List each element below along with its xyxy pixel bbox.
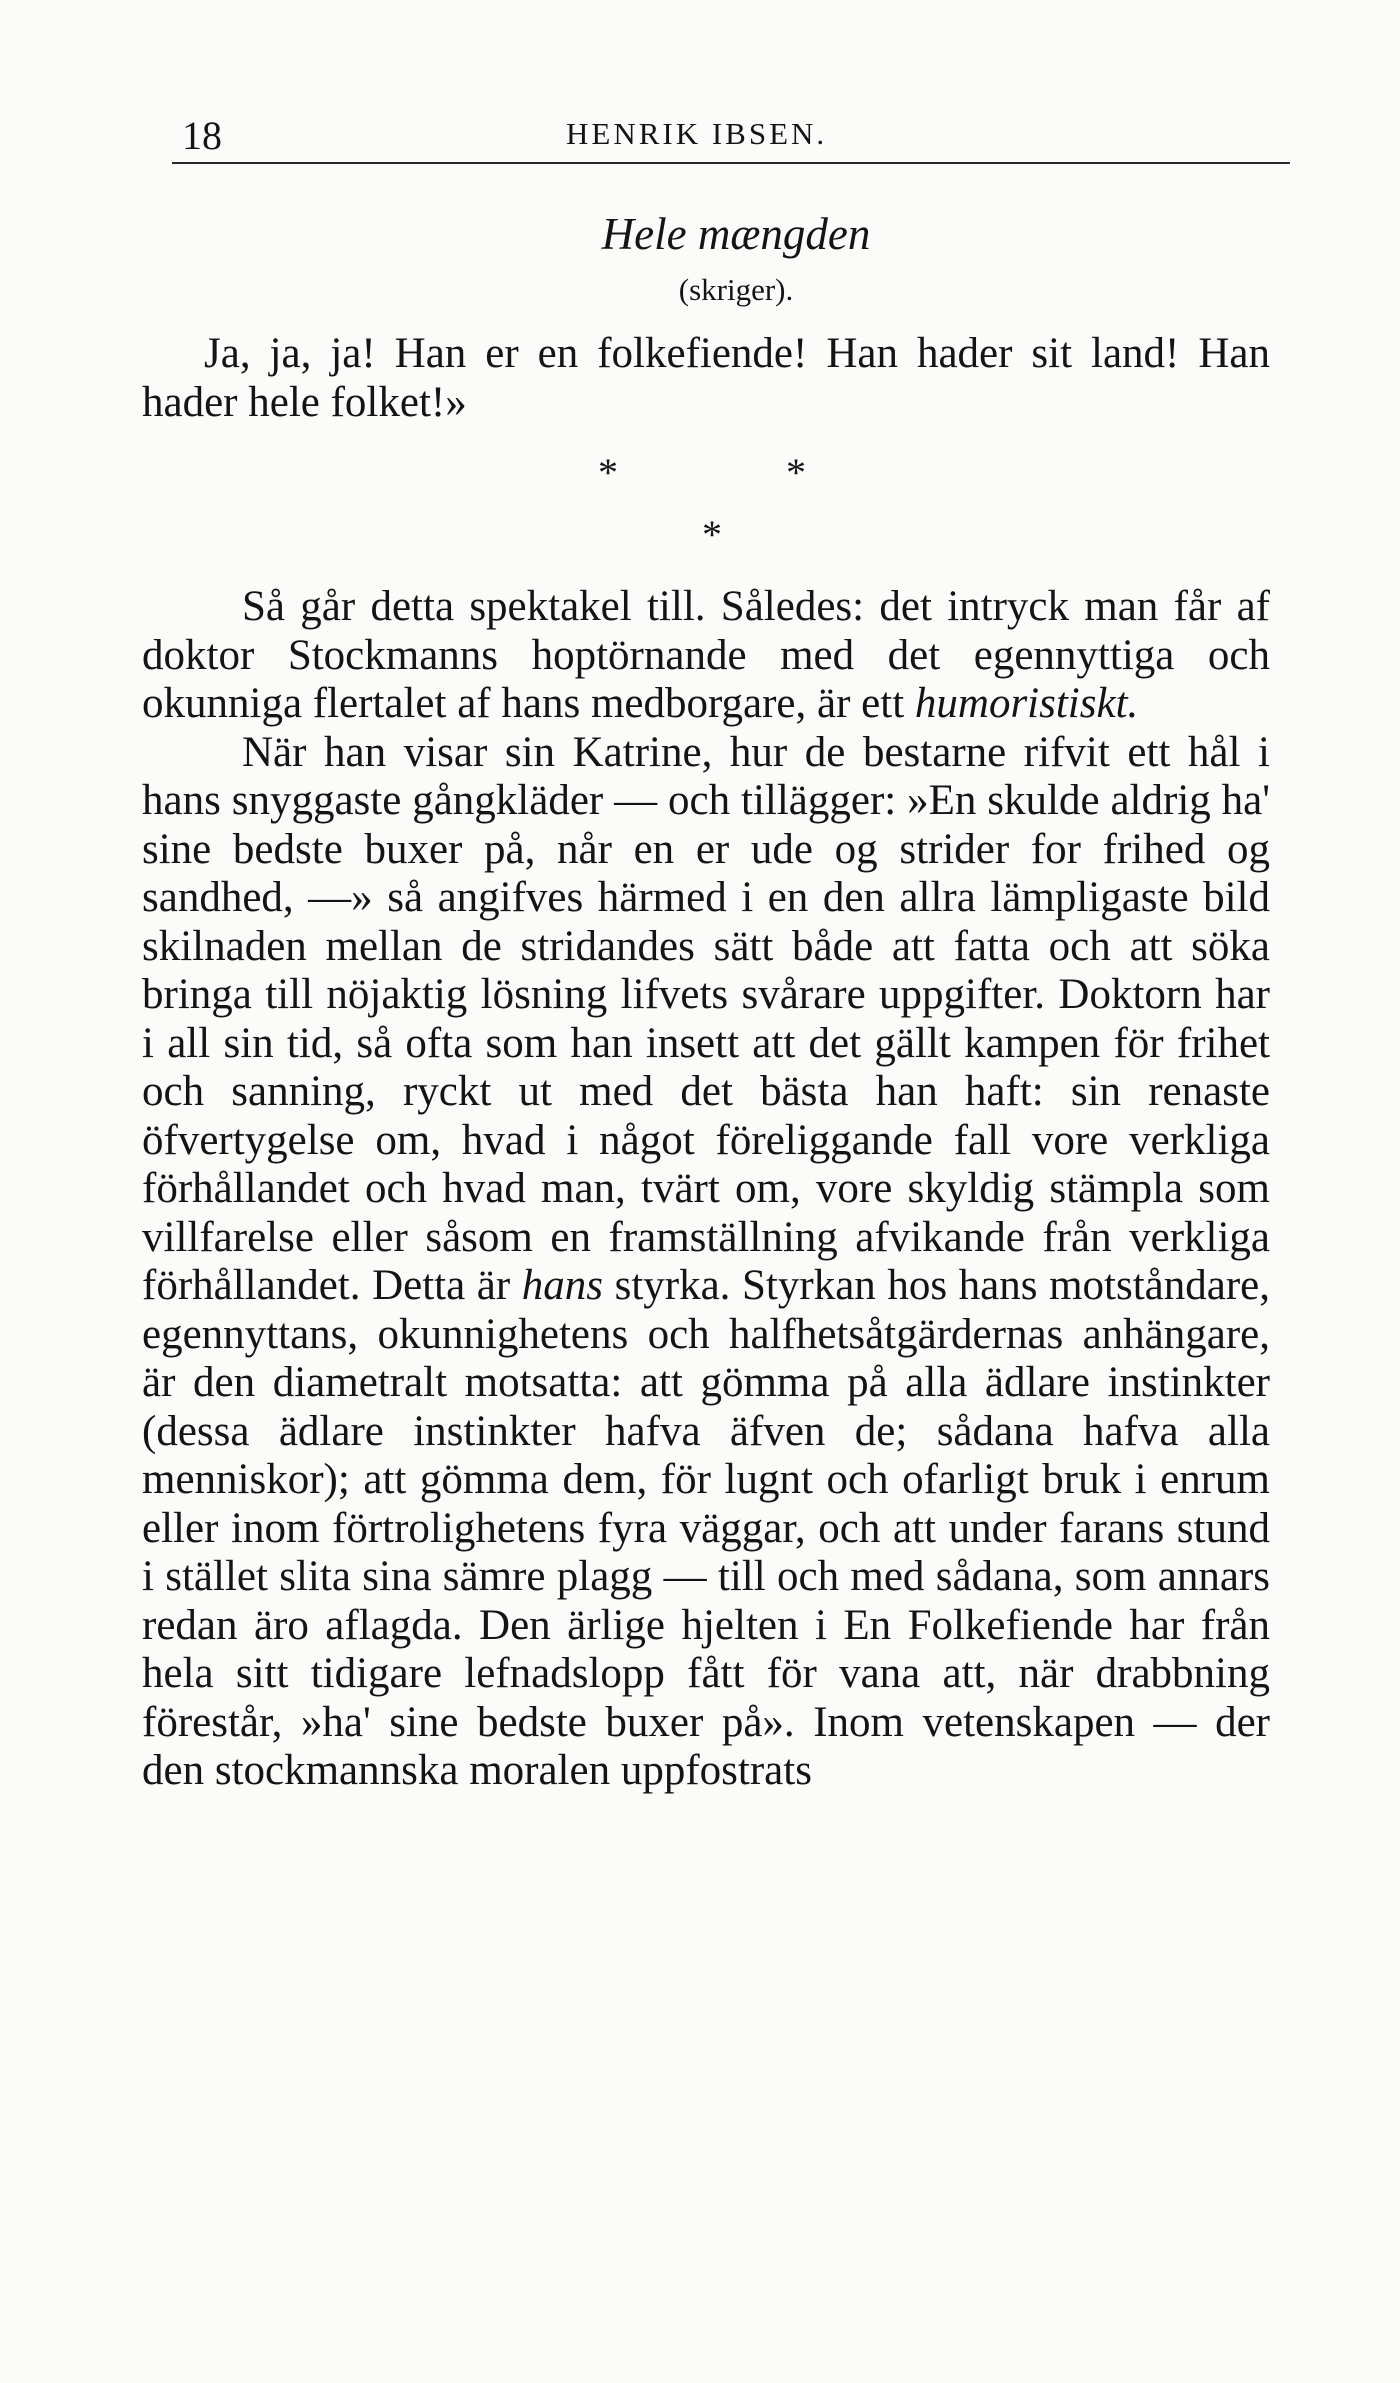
paragraph-1-text: Så går detta spektakel till. Således: det intryck man får af doktor Stockmanns hoptörnande med det egennyttiga och okunniga flertalet af hans medborgare, är ett bbox=[142, 583, 1270, 727]
paragraph-1-emphasis: humoristiskt. bbox=[914, 680, 1139, 727]
paragraph-2-text-continued: styrka. Styrkan hos hans motståndare, egennyttans, okunnighetens och halfhetsåtgärdernas anhängare, är den diametralt motsatta: att gömma på alla ädlare instinkter (dessa ädlare instinkter hafva äfven de; sådana hafva alla menniskor); att gömma dem, för lugnt och ofarligt bruk i enrum eller inom förtrolighetens fyra väggar, och att under farans stund i stället slita sina sämre plagg — till och med sådana, som annars redan äro aflagda. Den ärlige hjelten i En Folkefiende har från hela sitt tidigare lefnadslopp fått för vana att, när drabbning förestår, »ha' sine bedste buxer på». Inom vetenskapen — der den stockmannska moralen uppfostrats bbox=[142, 1262, 1270, 1794]
paragraph-2-text: När han visar sin Katrine, hur de bestarne rifvit ett hål i hans snyggaste gångkläder — och tillägger: »En skulde aldrig ha' sine bedste buxer på, når en er ude og strider for frihed og sandhed, —» så angifves härmed i en den allra lämpligaste bild skilnaden mellan de stridandes sätt både att fatta och att söka bringa till nöjaktig lösning lifvets svårare uppgifter. Doktorn har i all sin tid, så ofta som han insett att det gällt kampen för frihet och sanning, ryckt ut med det bästa han haft: sin renaste öfvertygelse om, hvad i något föreliggande fall vore verkliga förhållandet och hvad man, tvärt om, vore skyldig stämpla som villfarelse eller såsom en framställning afvikande från verkliga förhållandet. Detta är bbox=[142, 728, 1270, 1309]
asterisk: * bbox=[786, 450, 806, 495]
paragraph-2-emphasis: hans bbox=[521, 1262, 603, 1309]
paragraph-1 bbox=[142, 583, 1270, 729]
speaker-name: Hele mængden bbox=[601, 209, 871, 259]
stage-direction: (skriger). bbox=[678, 272, 794, 307]
speech-text: Ja, ja, ja! Han er en folkefiende! Han hader sit land! Han hader hele folket!» bbox=[142, 330, 1270, 426]
asterisk: * bbox=[702, 512, 722, 557]
header-rule bbox=[172, 162, 1290, 164]
running-title: HENRIK IBSEN. bbox=[566, 116, 828, 151]
section-break-asterisks bbox=[142, 449, 1270, 569]
paragraph-2 bbox=[142, 729, 1270, 1796]
asterisk: * bbox=[598, 450, 618, 495]
book-page bbox=[142, 90, 1270, 1796]
running-head bbox=[142, 90, 1270, 158]
page-number: 18 bbox=[182, 113, 222, 158]
